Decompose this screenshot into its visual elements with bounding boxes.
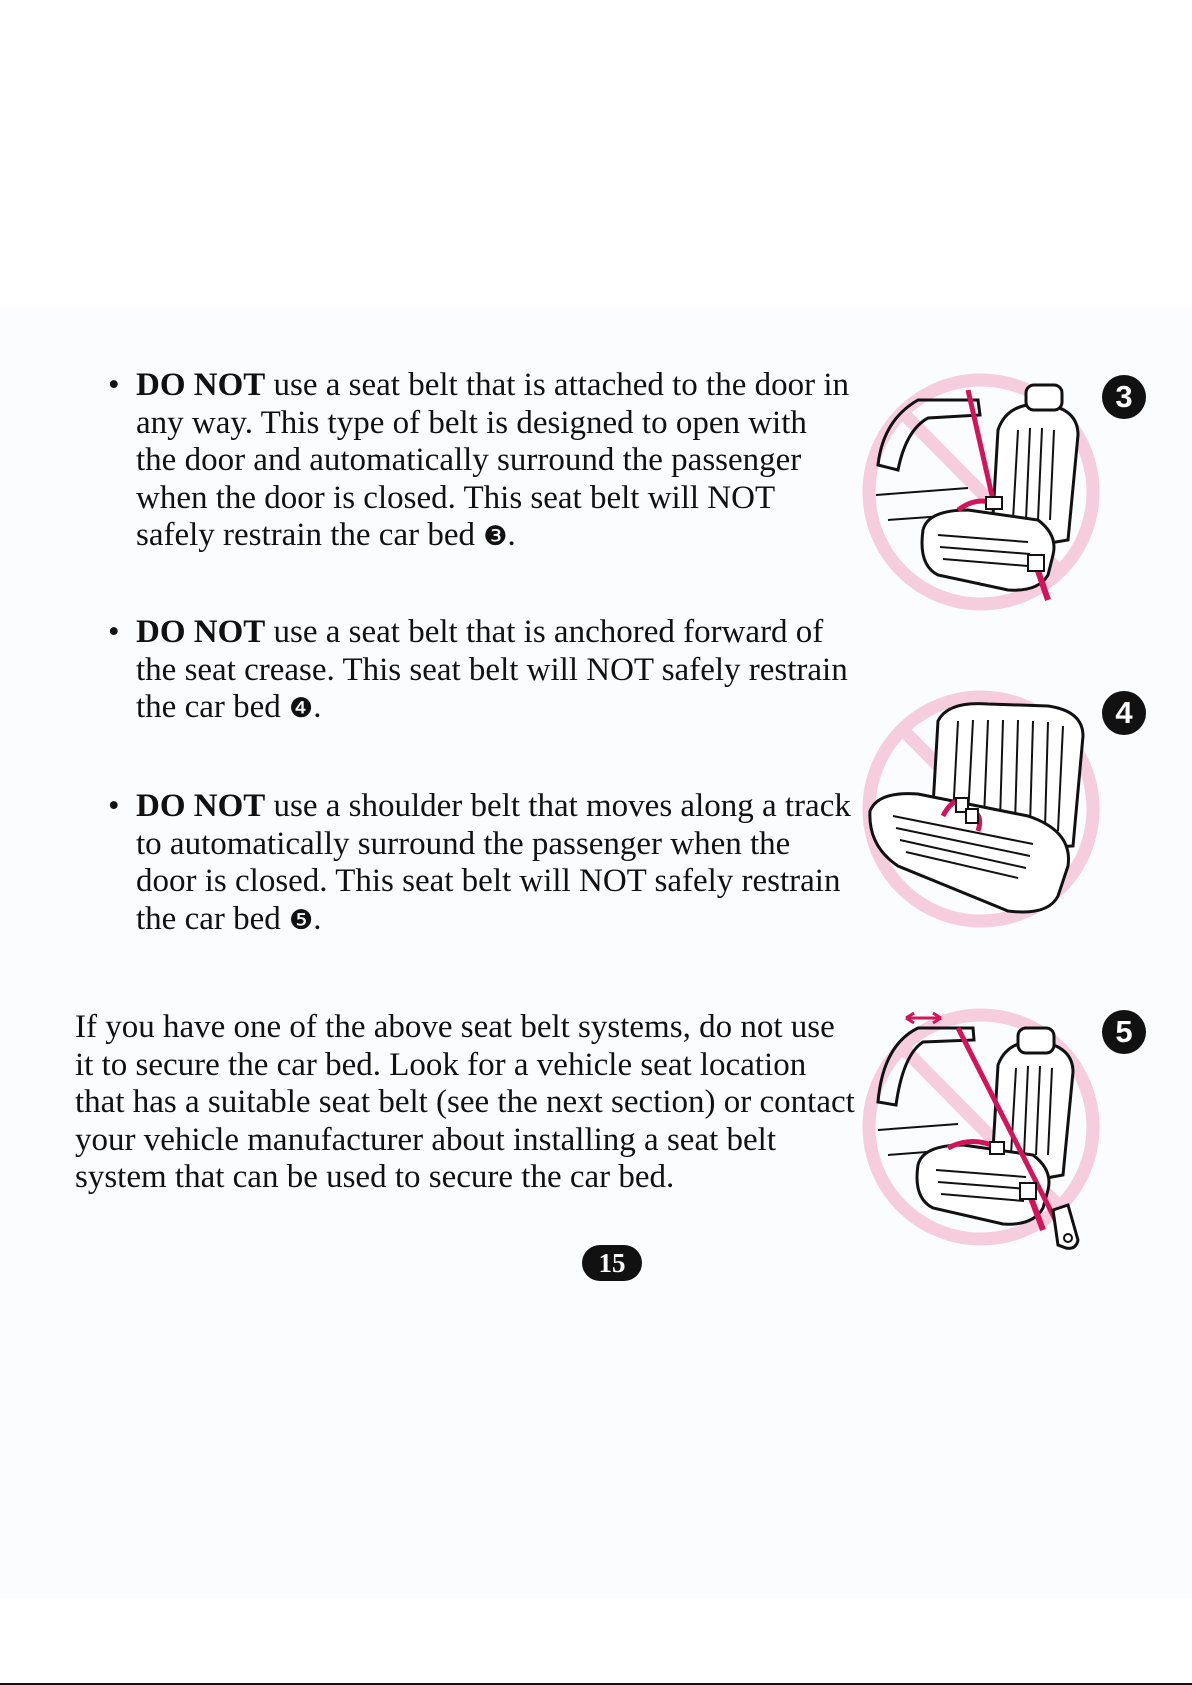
figure-number-badge: 5 <box>1102 1010 1146 1054</box>
bullet-period: . <box>313 900 322 937</box>
figure-ref: ❺ <box>289 904 314 936</box>
bullet-body: use a shoulder belt that moves along a track to automatically surround the passenger when the door is closed. This seat belt will NOT safely restrain the car bed <box>136 788 851 937</box>
bullet-body: use a seat belt that is attached to the door in any way. This type of belt is designed to open with the door and automatically surround the passenger when the door is closed. This seat belt will NOT safely restrain the car bed <box>136 367 850 553</box>
figure-3 <box>858 360 1158 630</box>
bullet-text <box>136 367 853 556</box>
bullet-dot: • <box>108 614 120 650</box>
bullet-lead: DO NOT <box>136 788 266 824</box>
figure-ref: ❹ <box>289 693 314 724</box>
bullet-dot: • <box>108 788 120 824</box>
bullet-dot: • <box>108 367 120 403</box>
figure-5 <box>858 1000 1158 1270</box>
prohibited-forward-anchored-belt-icon <box>858 676 1118 936</box>
guidance-paragraph: If you have one of the above seat belt systems, do not use it to secure the car bed. Look for a vehicle seat location that has a suitable seat belt (see the next section) or contact your vehicle manufacturer about installing a seat belt system that can be used to secure the car bed. <box>75 1009 855 1195</box>
bullet-period: . <box>507 517 516 553</box>
figure-4 <box>858 676 1158 946</box>
warning-bullet-door-belt <box>108 367 853 556</box>
warning-bullet-forward-anchor <box>108 614 853 728</box>
bullet-lead: DO NOT <box>136 614 266 650</box>
figure-ref: ❸ <box>483 521 508 552</box>
warning-bullet-track-belt <box>108 788 853 939</box>
bullet-text <box>136 614 853 728</box>
page-number: 15 <box>582 1245 642 1281</box>
figure-number-badge: 3 <box>1102 375 1146 419</box>
bullet-lead: DO NOT <box>136 367 266 403</box>
bullet-period: . <box>313 689 322 725</box>
bullet-text <box>136 788 853 939</box>
prohibited-motorized-shoulder-belt-icon <box>858 1000 1118 1270</box>
prohibited-door-mounted-belt-icon <box>858 360 1118 620</box>
figure-number-badge: 4 <box>1102 691 1146 735</box>
bullet-body: use a seat belt that is anchored forward of the seat crease. This seat belt will NOT safely restrain the car bed <box>136 614 848 725</box>
